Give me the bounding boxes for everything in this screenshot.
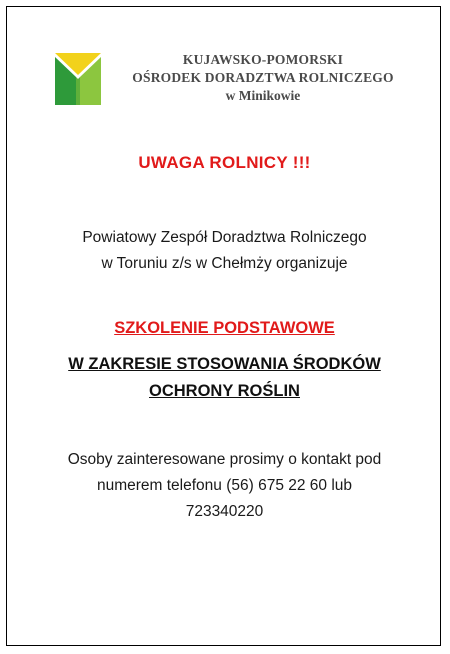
course-title: SZKOLENIE PODSTAWOWE [114,319,335,337]
org-name-line1: KUJAWSKO-POMORSKI [182,52,344,67]
scope-line2: OCHRONY ROŚLIN [149,382,300,400]
organizer-text [7,225,442,277]
contact-info [7,447,442,525]
odr-logo-graphic [55,53,101,105]
contact-line1: Osoby zainteresowane prosimy o kontakt pod [67,451,382,468]
scope-line1: W ZAKRESIE STOSOWANIA ŚRODKÓW [68,355,381,373]
contact-line3: 723340220 [185,503,264,520]
odr-logo [55,53,101,105]
organization-name [113,51,413,105]
org-name-line3: w Minikowie [225,88,301,103]
organizer-line2: w Toruniu z/s w Chełmży organizuje [101,255,348,272]
organizer-line1: Powiatowy Zespół Doradztwa Rolniczego [82,229,367,246]
org-name-line2: OŚRODEK DORADZTWA ROLNICZEGO [132,70,394,85]
course-scope [7,351,442,405]
poster-page [6,6,441,646]
contact-line2: numerem telefonu (56) 675 22 60 lub [96,477,353,494]
alert-heading: UWAGA ROLNICY !!! [138,153,311,172]
